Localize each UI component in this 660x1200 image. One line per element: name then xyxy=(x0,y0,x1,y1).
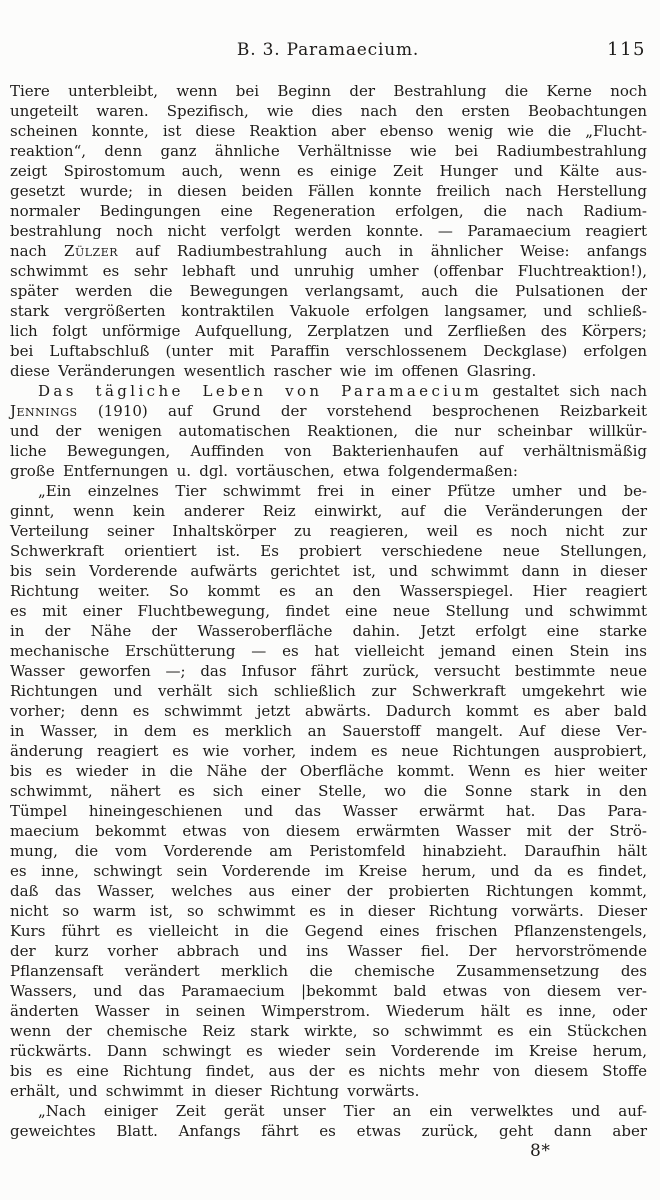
text-segment: änderten Wasser in seinen Wimperstrom. Wiederum hält es inne, oder xyxy=(10,1002,647,1020)
page-number: 115 xyxy=(607,39,646,60)
text-segment: daß das Wasser, welches aus einer der probierten Richtungen kommt, xyxy=(10,882,647,900)
text-segment: gesetzt wurde; in diesen beiden Fällen konnte freilich nach Herstellung xyxy=(10,182,647,200)
text-line xyxy=(10,521,647,541)
text-line xyxy=(10,121,647,141)
paragraph xyxy=(10,481,647,1101)
signature-mark: 8* xyxy=(530,1141,551,1161)
text-segment: es inne, schwingt sein Vorderende im Kreise herum, und da es findet, xyxy=(10,862,647,880)
text-segment: maecium bekommt etwas von diesem erwärmten Wasser mit der Strö- xyxy=(10,822,647,840)
text-line xyxy=(10,601,647,621)
page-header xyxy=(10,40,646,64)
text-line xyxy=(10,961,647,981)
page-text xyxy=(10,81,647,1141)
paragraph xyxy=(10,381,647,481)
text-line xyxy=(10,581,647,601)
text-line xyxy=(10,921,647,941)
text-segment: Verteilung seiner Inhaltskörper zu reagieren, weil es noch nicht zur xyxy=(10,522,647,540)
text-segment: rückwärts. Dann schwingt es wieder sein Vorderende im Kreise herum, xyxy=(10,1042,647,1060)
text-segment: (1910) auf Grund der vorstehend besprochenen Reizbarkeit xyxy=(77,402,647,420)
text-line xyxy=(10,321,647,341)
text-segment: bis sein Vorderende aufwärts gerichtet ist, und schwimmt dann in dieser xyxy=(10,562,647,580)
text-segment: Richtungen und verhält sich schließlich zur Schwerkraft umgekehrt wie xyxy=(10,682,647,700)
text-line xyxy=(10,101,647,121)
text-line xyxy=(10,1061,647,1081)
text-line xyxy=(10,621,647,641)
text-line xyxy=(10,421,647,441)
text-segment: schwimmt es sehr lebhaft und unruhig umher (offenbar Fluchtreaktion!), xyxy=(10,262,647,280)
text-segment: normaler Bedingungen eine Regeneration erfolgen, die nach Radium- xyxy=(10,202,647,220)
text-segment: erhält, und schwimmt in dieser Richtung vorwärts. xyxy=(10,1082,420,1100)
text-segment: mechanische Erschütterung — es hat vielleicht jemand einen Stein ins xyxy=(10,642,647,660)
text-line xyxy=(10,301,647,321)
text-line xyxy=(10,761,647,781)
text-segment: und der wenigen automatischen Reaktionen, die nur scheinbar willkür- xyxy=(10,422,647,440)
text-line xyxy=(10,681,647,701)
text-segment: „Ein einzelnes Tier schwimmt frei in einer Pfütze umher und be- xyxy=(38,482,647,500)
text-segment: Wassers, und das Paramaecium |bekommt bald etwas von diesem ver- xyxy=(10,982,647,1000)
text-line xyxy=(10,401,647,421)
text-line xyxy=(10,1081,647,1101)
text-line xyxy=(10,1101,647,1121)
running-title: B. 3. Paramaecium. xyxy=(236,40,420,60)
text-segment: ginnt, wenn kein anderer Reiz einwirkt, auf die Veränderungen der xyxy=(10,502,647,520)
text-line xyxy=(10,381,647,401)
text-line xyxy=(10,1121,647,1141)
text-segment: „Nach einiger Zeit gerät unser Tier an ein verwelktes und auf- xyxy=(38,1102,647,1120)
text-line xyxy=(10,81,647,101)
text-segment: der kurz vorher abbrach und ins Wasser fiel. Der hervorströmende xyxy=(10,942,647,960)
text-segment: bis es wieder in die Nähe der Oberfläche kommt. Wenn es hier weiter xyxy=(10,762,647,780)
text-line xyxy=(10,841,647,861)
text-line xyxy=(10,561,647,581)
text-segment: in Wasser, in dem es merklich an Sauerstoff mangelt. Auf diese Ver- xyxy=(10,722,647,740)
text-line xyxy=(10,261,647,281)
text-segment: mung, die vom Vorderende am Peristomfeld hinabzieht. Daraufhin hält xyxy=(10,842,647,860)
text-line xyxy=(10,341,647,361)
text-segment: es mit einer Fluchtbewegung, findet eine neue Stellung und schwimmt xyxy=(10,602,647,620)
text-segment: Kurs führt es vielleicht in die Gegend eines frischen Pflanzenstengels, xyxy=(10,922,647,940)
text-line xyxy=(10,541,647,561)
text-segment: Richtung weiter. So kommt es an den Wasserspiegel. Hier reagiert xyxy=(10,582,647,600)
text-line xyxy=(10,861,647,881)
text-line xyxy=(10,941,647,961)
text-segment: reaktion“, denn ganz ähnliche Verhältnisse wie bei Radiumbestrahlung xyxy=(10,142,647,160)
text-line xyxy=(10,901,647,921)
text-segment: lich folgt unförmige Aufquellung, Zerplatzen und Zerfließen des Körpers; xyxy=(10,322,647,340)
text-line xyxy=(10,981,647,1001)
text-segment: später werden die Bewegungen verlangsamt, auch die Pulsationen der xyxy=(10,282,647,300)
text-segment: stark vergrößerten kontraktilen Vakuole erfolgen langsamer, und schließ- xyxy=(10,302,647,320)
paragraph xyxy=(10,81,647,381)
text-segment: in der Nähe der Wasseroberfläche dahin. Jetzt erfolgt eine starke xyxy=(10,622,647,640)
text-segment: scheinen konnte, ist diese Reaktion aber ebenso wenig wie die „Flucht- xyxy=(10,122,647,140)
text-segment: Wasser geworfen —; das Infusor fährt zurück, versucht bestimmte neue xyxy=(10,662,647,680)
text-segment: vorher; denn es schwimmt jetzt abwärts. Dadurch kommt es aber bald xyxy=(10,702,647,720)
text-line xyxy=(10,801,647,821)
text-segment: nicht so warm ist, so schwimmt es in dieser Richtung vorwärts. Dieser xyxy=(10,902,647,920)
text-line xyxy=(10,721,647,741)
text-segment: Tiere unterbleibt, wenn bei Beginn der Bestrahlung die Kerne noch xyxy=(10,82,647,100)
text-line xyxy=(10,1041,647,1061)
text-line xyxy=(10,881,647,901)
text-segment: große Entfernungen u. dgl. vortäuschen, etwa folgendermaßen: xyxy=(10,462,518,480)
text-segment: nach xyxy=(10,242,65,260)
text-line xyxy=(10,201,647,221)
text-segment: Tümpel hineingeschienen und das Wasser erwärmt hat. Das Para- xyxy=(10,802,647,820)
text-segment: liche Bewegungen, Auffinden von Bakterienhaufen auf verhältnismäßig xyxy=(10,442,647,460)
text-line xyxy=(10,701,647,721)
text-segment: Pflanzensaft verändert merklich die chemische Zusammensetzung des xyxy=(10,962,647,980)
text-segment: ungeteilt waren. Spezifisch, wie dies nach den ersten Beobachtungen xyxy=(10,102,647,120)
text-line xyxy=(10,161,647,181)
text-line xyxy=(10,221,647,241)
text-line xyxy=(10,781,647,801)
text-line xyxy=(10,281,647,301)
person-name: Jennings xyxy=(10,402,78,420)
text-segment: diese Veränderungen wesentlich rascher wie im offenen Glasring. xyxy=(10,362,537,380)
text-segment: zeigt Spirostomum auch, wenn es einige Zeit Hunger und Kälte aus- xyxy=(10,162,647,180)
text-line xyxy=(10,481,647,501)
text-line xyxy=(10,821,647,841)
text-segment: änderung reagiert es wie vorher, indem es neue Richtungen ausprobiert, xyxy=(10,742,647,760)
text-segment: gestaltet sich nach xyxy=(482,382,647,400)
text-line xyxy=(10,1001,647,1021)
text-segment: auf Radiumbestrahlung auch in ähnlicher Weise: anfangs xyxy=(118,242,647,260)
text-segment: bei Luftabschluß (unter mit Paraffin verschlossenem Deckglase) erfolgen xyxy=(10,342,647,360)
text-segment: Schwerkraft orientiert ist. Es probiert verschiedene neue Stellungen, xyxy=(10,542,647,560)
paragraph xyxy=(10,1101,647,1141)
text-segment: bestrahlung noch nicht verfolgt werden konnte. — Paramaecium reagiert xyxy=(10,222,647,240)
text-line xyxy=(10,641,647,661)
text-segment: Das tägliche Leben von Paramaecium xyxy=(38,382,483,400)
text-segment: wenn der chemische Reiz stark wirkte, so schwimmt es ein Stückchen xyxy=(10,1022,647,1040)
text-line xyxy=(10,361,647,381)
text-segment: bis es eine Richtung findet, aus der es nichts mehr von diesem Stoffe xyxy=(10,1062,647,1080)
text-line xyxy=(10,441,647,461)
person-name: Zülzer xyxy=(64,242,118,260)
text-segment: schwimmt, nähert es sich einer Stelle, wo die Sonne stark in den xyxy=(10,782,647,800)
text-line xyxy=(10,501,647,521)
text-line xyxy=(10,741,647,761)
text-line xyxy=(10,181,647,201)
text-segment: geweichtes Blatt. Anfangs fährt es etwas zurück, geht dann aber xyxy=(10,1122,647,1140)
text-line xyxy=(10,1021,647,1041)
text-line xyxy=(10,461,647,481)
text-line xyxy=(10,241,647,261)
text-line xyxy=(10,141,647,161)
text-line xyxy=(10,661,647,681)
